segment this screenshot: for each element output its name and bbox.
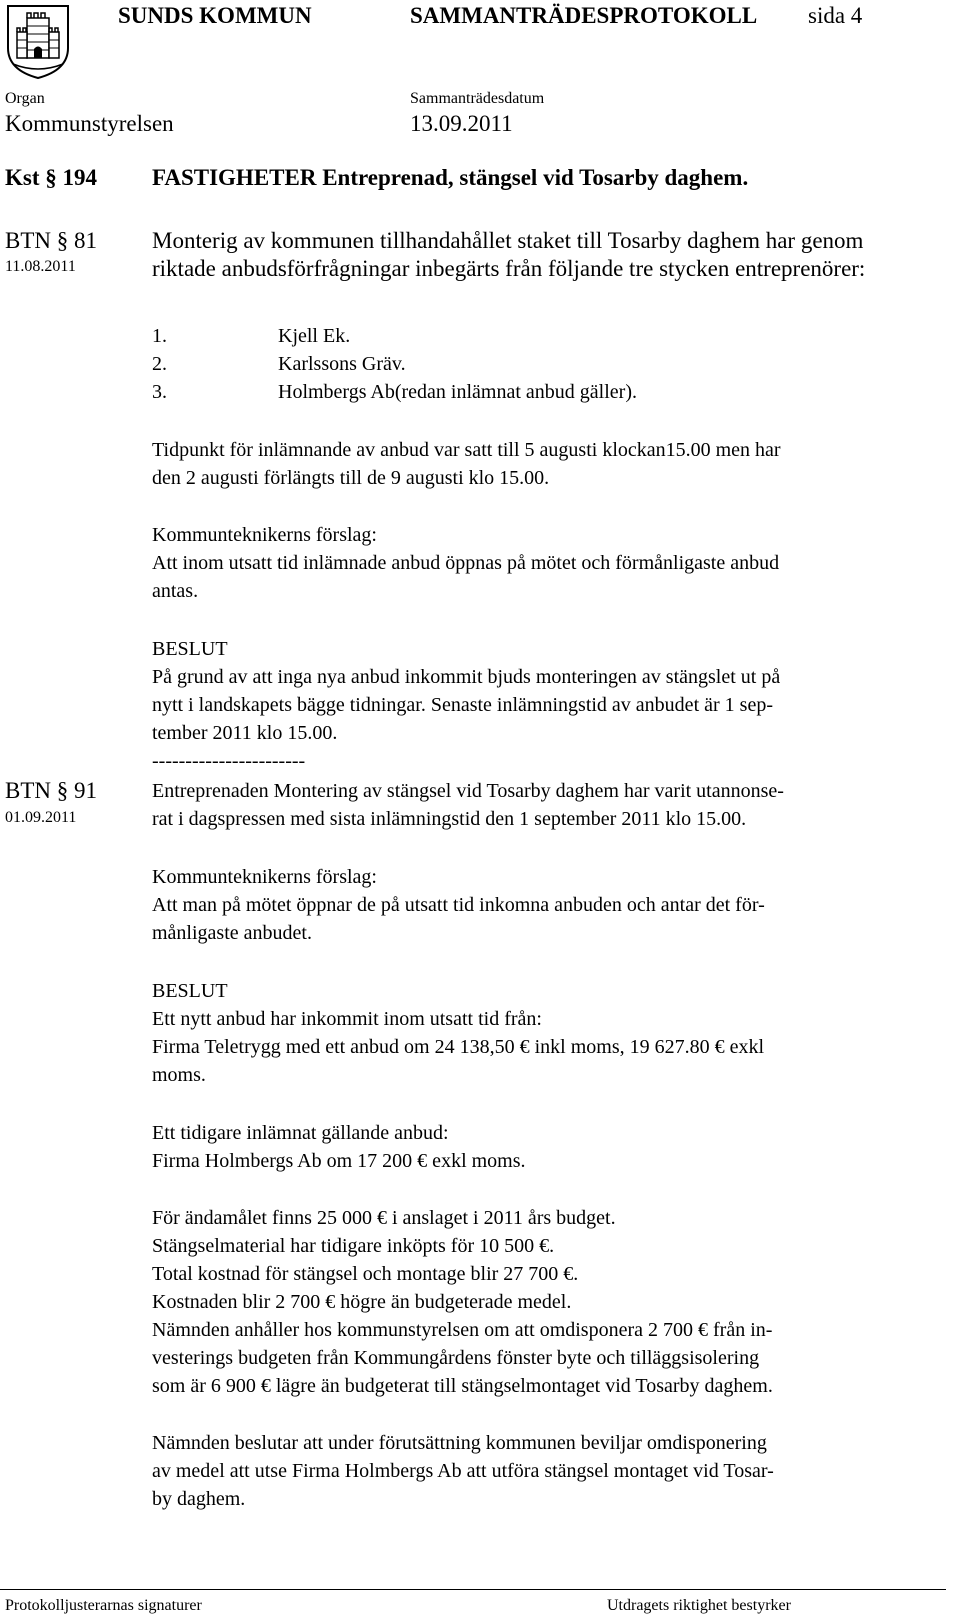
paragraph-line: För ändamålet finns 25 000 € i anslaget i 2011 års budget. <box>152 1207 616 1229</box>
reference-label: BTN § 81 <box>5 228 97 253</box>
meeting-date: 13.09.2011 <box>410 111 513 136</box>
paragraph-line: Att inom utsatt tid inlämnade anbud öppnas på mötet och förmånligaste anbud <box>152 552 780 574</box>
section-heading: BESLUT <box>152 638 228 660</box>
paragraph-line: På grund av att inga nya anbud inkommit bjuds monteringen av stängslet ut på <box>152 666 781 688</box>
paragraph-line: moms. <box>152 1064 206 1086</box>
list-item: Holmbergs Ab(redan inlämnat anbud gäller). <box>278 381 637 403</box>
paragraph-line: Entreprenaden Montering av stängsel vid Tosarby daghem har varit utannonse- <box>152 780 784 802</box>
organ-label: Organ <box>5 90 45 107</box>
section-heading: Kommunteknikerns förslag: <box>152 866 377 888</box>
municipality-name: SUNDS KOMMUN <box>118 3 312 28</box>
intro-line: Monterig av kommunen tillhandahållet staket till Tosarby daghem har genom <box>152 228 864 253</box>
paragraph-line: antas. <box>152 580 199 602</box>
page-number: sida 4 <box>808 3 863 28</box>
section-number: Kst § 194 <box>5 165 97 190</box>
paragraph-line: Ett nytt anbud har inkommit inom utsatt tid från: <box>152 1008 542 1030</box>
paragraph-line: Kostnaden blir 2 700 € högre än budgeterade medel. <box>152 1291 572 1313</box>
separator-line: ----------------------- <box>152 750 306 772</box>
paragraph-line: av medel att utse Firma Holmbergs Ab att utföra stängsel montaget vid Tosar- <box>152 1460 774 1482</box>
footer-divider <box>0 1589 946 1590</box>
paragraph-line: vesterings budgeten från Kommungårdens fönster byte och tilläggsisolering <box>152 1347 760 1369</box>
document-title: SAMMANTRÄDESPROTOKOLL <box>410 3 758 28</box>
reference-date: 01.09.2011 <box>5 809 77 826</box>
paragraph-line: by daghem. <box>152 1488 246 1510</box>
paragraph-line: Firma Holmbergs Ab om 17 200 € exkl moms. <box>152 1150 526 1172</box>
paragraph-line: Tidpunkt för inlämnande av anbud var satt till 5 augusti klockan15.00 men har <box>152 439 781 461</box>
paragraph-line: den 2 augusti förlängts till de 9 augusti klo 15.00. <box>152 467 550 489</box>
paragraph-line: Total kostnad för stängsel och montage blir 27 700 €. <box>152 1263 579 1285</box>
list-number: 1. <box>152 325 167 347</box>
paragraph-line: rat i dagspressen med sista inlämningstid den 1 september 2011 klo 15.00. <box>152 808 747 830</box>
list-number: 3. <box>152 381 167 403</box>
paragraph-line: som är 6 900 € lägre än budgeterat till stängselmontaget vid Tosarby daghem. <box>152 1375 773 1397</box>
intro-line: riktade anbudsförfrågningar inbegärts från följande tre stycken entreprenörer: <box>152 256 866 281</box>
paragraph-line: Ett tidigare inlämnat gällande anbud: <box>152 1122 449 1144</box>
paragraph-line: Nämnden beslutar att under förutsättning kommunen beviljar omdisponering <box>152 1432 767 1454</box>
paragraph-line: nytt i landskapets bägge tidningar. Senaste inlämningstid av anbudet är 1 sep- <box>152 694 773 716</box>
item-title: FASTIGHETER Entreprenad, stängsel vid Tosarby daghem. <box>152 165 749 190</box>
list-item: Karlssons Gräv. <box>278 353 406 375</box>
section-heading: BESLUT <box>152 980 228 1002</box>
paragraph-line: tember 2011 klo 15.00. <box>152 722 338 744</box>
paragraph-line: Stängselmaterial har tidigare inköpts för 10 500 €. <box>152 1235 555 1257</box>
paragraph-line: Att man på mötet öppnar de på utsatt tid inkomna anbuden och antar det för- <box>152 894 765 916</box>
section-heading: Kommunteknikerns förslag: <box>152 524 377 546</box>
reference-label: BTN § 91 <box>5 778 97 803</box>
organ-value: Kommunstyrelsen <box>5 111 174 136</box>
list-item: Kjell Ek. <box>278 325 351 347</box>
coat-of-arms-logo <box>5 2 71 80</box>
footer-certification-label: Utdragets riktighet bestyrker <box>607 1597 791 1614</box>
date-label: Sammanträdesdatum <box>410 90 545 107</box>
paragraph-line: månligaste anbudet. <box>152 922 312 944</box>
reference-date: 11.08.2011 <box>5 258 76 275</box>
paragraph-line: Nämnden anhåller hos kommunstyrelsen om att omdisponera 2 700 € från in- <box>152 1319 773 1341</box>
paragraph-line: Firma Teletrygg med ett anbud om 24 138,50 € inkl moms, 19 627.80 € exkl <box>152 1036 765 1058</box>
list-number: 2. <box>152 353 167 375</box>
footer-signatures-label: Protokolljusterarnas signaturer <box>5 1597 202 1614</box>
